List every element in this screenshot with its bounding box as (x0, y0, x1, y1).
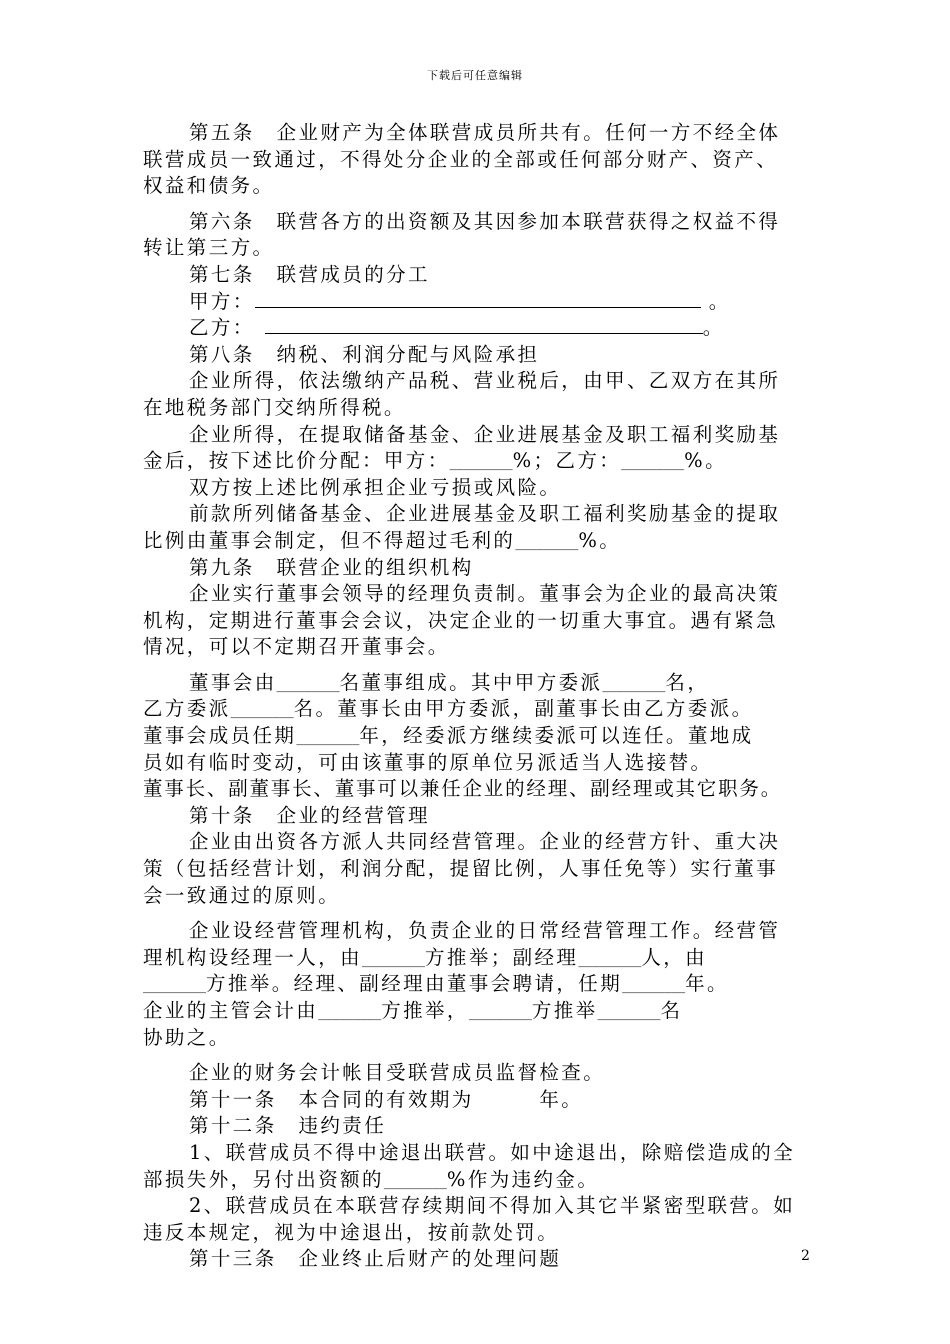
party-a-line (143, 289, 808, 316)
party-b-period: 。 (702, 316, 725, 340)
term-text: 董事会成员任期 (143, 724, 297, 748)
party-a-appoint-blank: _________ (602, 676, 666, 693)
article-8-para1-line-1: 企业所得，依法缴纳产品税、营业税后，由甲、乙双方在其所 (189, 369, 781, 393)
deputy-count-blank: _________ (578, 951, 642, 968)
article-10-para2-line-2 (143, 945, 808, 972)
article-8-para4-line-2 (143, 528, 808, 555)
article-5-line-1: 第五条 企业财产为全体联营成员所共有。任何一方不经全体 (189, 121, 781, 144)
board-size-blank: _________ (276, 676, 340, 693)
deputy-party-blank: _________ (143, 978, 206, 995)
article-5-line-2: 联营成员一致通过，不得处分企业的全部或任何部分财产、资产、 (143, 147, 779, 171)
article-10-para2-line-5: 协助之。 (143, 1025, 231, 1049)
penalty-text: 部损失外，另付出资额的 (143, 1167, 384, 1191)
chairman-text: 名。董事长由甲方委派，副董事长由乙方委派。 (293, 697, 754, 721)
ratio-text-b: %；乙方： (512, 449, 622, 473)
article-8-para1-line-2: 在地税务部门交纳所得税。 (143, 395, 406, 419)
article-9-para2-line-2 (143, 696, 808, 723)
article-9-para1-line-2: 机构，定期进行董事会会议，决定企业的一切重大事宜。遇有紧急 (143, 608, 779, 632)
gross-profit-end: %。 (578, 528, 622, 552)
article-5-line-3: 权益和债务。 (143, 174, 275, 198)
accountant-blank: _________ (318, 1005, 382, 1021)
page-header: 下载后可任意编辑 (427, 69, 523, 82)
article-12-heading: 第十二条 违约责任 (189, 1114, 387, 1138)
party-a-label: 甲方： (189, 289, 255, 313)
manager-text: 理机构设经理一人，由 (143, 945, 363, 969)
article-10-para3: 企业的财务会计帐目受联营成员监督检查。 (189, 1061, 606, 1085)
gross-profit-text: 比例由董事会制定，但不得超过毛利的 (143, 528, 516, 552)
ratio-end: %。 (684, 449, 727, 473)
article-10-para2-line-3 (143, 971, 808, 998)
article-7-heading: 第七条 联营成员的分工 (189, 262, 430, 286)
document-body (143, 120, 808, 1273)
accountant-text: 企业的主管会计由 (143, 999, 319, 1022)
tenure-blank: _________ (622, 978, 686, 995)
page-number: 2 (801, 1248, 810, 1264)
tenure-end: 年。 (685, 972, 729, 996)
article-8-para3: 双方按上述比例承担企业亏损或风险。 (189, 475, 562, 499)
party-a-appoint-end: 名， (665, 670, 710, 694)
article-10-para2-line-4 (143, 998, 808, 1025)
article-8-para4-line-1: 前款所列储备基金、企业进展基金及职工福利奖励基金的提取 (189, 502, 781, 526)
party-a-blank (255, 289, 701, 308)
tenure-text: 方推举。经理、副经理由董事会聘请，任期 (206, 972, 623, 996)
assistant-text-2: 方推举 (531, 999, 598, 1022)
party-a-period: 。 (708, 289, 731, 313)
article-8-para2-line-1: 企业所得，在提取储备基金、企业进展基金及职工福利奖励基 (189, 422, 781, 446)
article-10-heading: 第十条 企业的经营管理 (189, 803, 430, 827)
term-end: 年，经委派方继续委派可以连任。董地成 (359, 724, 754, 748)
party-b-appoint-text: 乙方委派 (143, 697, 231, 721)
assistant-party-blank: _________ (468, 1005, 532, 1021)
article-9-heading: 第九条 联营企业的组织机构 (189, 555, 474, 579)
term-blank: _________ (296, 730, 360, 747)
article-9-para2-line-3 (143, 723, 808, 750)
article-10-para1-line-2: 策（包括经营计划，利润分配，提留比例，人事任免等）实行董事 (143, 857, 779, 881)
article-11: 第十一条 本合同的有效期为 年。 (189, 1087, 584, 1111)
board-size-text: 董事会由 (189, 670, 277, 694)
article-9-para2-line-1 (143, 670, 808, 697)
assistant-text: 方推举， (381, 999, 469, 1022)
article-12-item1-line-1: 1、联营成员不得中途退出联营。如中途退出，除赔偿造成的全 (189, 1140, 796, 1164)
deputy-by-text: 人，由 (641, 945, 708, 969)
article-12-item2-line-2: 违反本规定，视为中途退出，按前款处罚。 (143, 1220, 560, 1244)
penalty-blank: _________ (383, 1173, 447, 1190)
party-b-line (143, 315, 808, 342)
manager-blank: _________ (362, 951, 426, 968)
ratio-text: 金后，按下述比价分配：甲方： (143, 449, 450, 473)
article-6-line-1: 第六条 联营各方的出资额及其因参加本联营获得之权益不得 (189, 209, 781, 233)
article-9-para2-line-4: 员如有临时变动，可由该董事的原单位另派适当人选接替。 (143, 750, 713, 774)
party-b-label: 乙方： (189, 316, 255, 340)
article-13-heading: 第十三条 企业终止后财产的处理问题 (189, 1247, 562, 1271)
article-9-para2-line-5: 董事长、副董事长、董事可以兼任企业的经理、副经理或其它职务。 (143, 777, 783, 801)
article-10-para2-line-1: 企业设经营管理机构，负责企业的日常经营管理工作。经营管 (189, 919, 781, 943)
deputy-text: 方推举；副经理 (425, 945, 579, 969)
party-a-appoint-text: 名董事组成。其中甲方委派 (339, 670, 603, 694)
article-8-para2-line-2 (143, 448, 808, 475)
party-b-blank (265, 315, 703, 334)
assistant-end: 名 (660, 999, 683, 1022)
assistant-count-blank: _________ (597, 1005, 661, 1021)
party-b-appoint-blank: _________ (230, 703, 294, 720)
gross-profit-blank: _________ (515, 534, 579, 551)
article-9-para1-line-3: 情况，可以不定期召开董事会。 (143, 635, 450, 659)
article-12-item2-line-1: 2、联营成员在本联营存续期间不得加入其它半紧密型联营。如 (189, 1194, 796, 1218)
penalty-end: %作为违约金。 (446, 1167, 600, 1191)
article-6-line-2: 转让第三方。 (143, 236, 275, 260)
article-12-item1-line-2 (143, 1167, 808, 1194)
article-10-para1-line-1: 企业由出资各方派人共同经营管理。企业的经营方针、重大决 (189, 830, 781, 854)
article-8-heading: 第八条 纳税、利润分配与风险承担 (189, 342, 540, 366)
article-9-para1-line-1: 企业实行董事会领导的经理负责制。董事会为企业的最高决策 (189, 582, 781, 606)
party-b-ratio-blank: _________ (621, 455, 685, 472)
party-a-ratio-blank: _________ (449, 455, 513, 472)
article-10-para1-line-3: 会一致通过的原则。 (143, 883, 341, 907)
